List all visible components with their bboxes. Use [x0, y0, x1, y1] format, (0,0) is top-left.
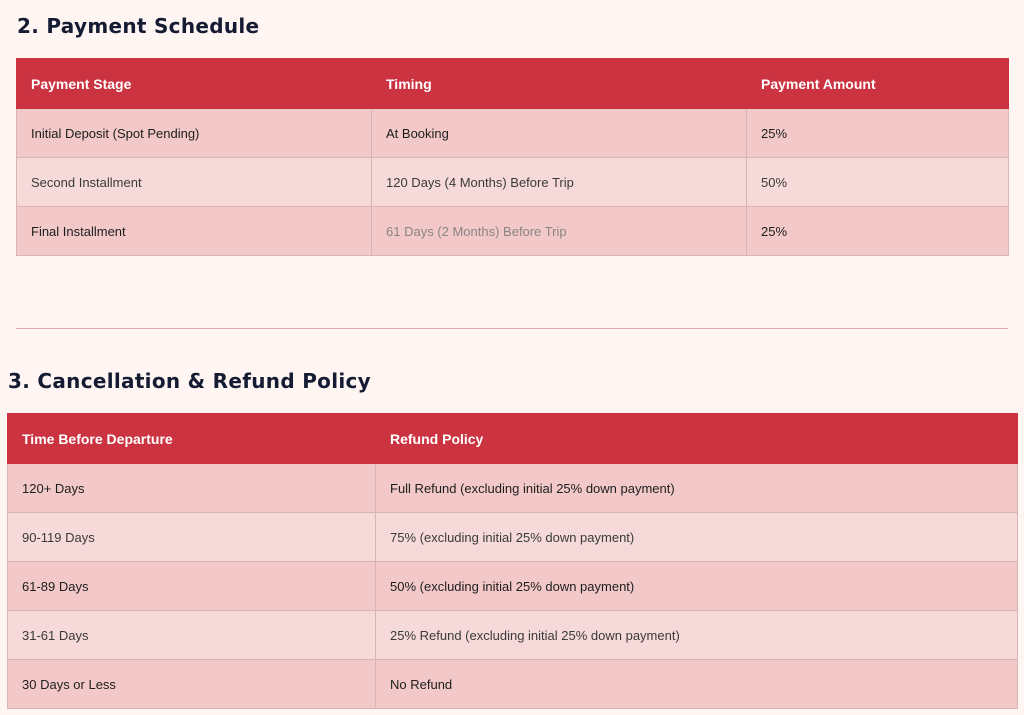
time-before-departure-cell: 31-61 Days [8, 611, 376, 660]
table-row [8, 513, 1018, 562]
payment-stage-cell: Initial Deposit (Spot Pending) [17, 109, 372, 158]
payment-amount-cell: 25% [747, 207, 1009, 256]
time-before-departure-cell: 90-119 Days [8, 513, 376, 562]
refund-policy-cell: 25% Refund (excluding initial 25% down payment) [376, 611, 1018, 660]
table-row [8, 611, 1018, 660]
column-header-refund-policy: Refund Policy [376, 414, 1018, 464]
column-header-payment-stage: Payment Stage [17, 59, 372, 109]
time-before-departure-cell: 61-89 Days [8, 562, 376, 611]
payment-schedule-table [16, 58, 1009, 256]
table-row [17, 207, 1009, 256]
table-row [8, 464, 1018, 513]
table-row [8, 562, 1018, 611]
section-divider [16, 328, 1008, 329]
refund-policy-cell: 50% (excluding initial 25% down payment) [376, 562, 1018, 611]
table-row [17, 158, 1009, 207]
column-header-time-before-departure: Time Before Departure [8, 414, 376, 464]
payment-amount-cell: 25% [747, 109, 1009, 158]
time-before-departure-cell: 30 Days or Less [8, 660, 376, 709]
timing-cell: 61 Days (2 Months) Before Trip [372, 207, 747, 256]
cancellation-policy-title: 3. Cancellation & Refund Policy [8, 369, 372, 393]
cancellation-refund-table [7, 413, 1018, 709]
table-row [17, 109, 1009, 158]
payment-amount-cell: 50% [747, 158, 1009, 207]
table-header-row [17, 59, 1009, 109]
table-header-row [8, 414, 1018, 464]
timing-cell: At Booking [372, 109, 747, 158]
refund-policy-cell: 75% (excluding initial 25% down payment) [376, 513, 1018, 562]
refund-policy-cell: No Refund [376, 660, 1018, 709]
payment-stage-cell: Second Installment [17, 158, 372, 207]
refund-policy-cell: Full Refund (excluding initial 25% down payment) [376, 464, 1018, 513]
timing-cell: 120 Days (4 Months) Before Trip [372, 158, 747, 207]
payment-stage-cell: Final Installment [17, 207, 372, 256]
column-header-timing: Timing [372, 59, 747, 109]
time-before-departure-cell: 120+ Days [8, 464, 376, 513]
column-header-payment-amount: Payment Amount [747, 59, 1009, 109]
payment-schedule-title: 2. Payment Schedule [17, 14, 260, 38]
table-row [8, 660, 1018, 709]
